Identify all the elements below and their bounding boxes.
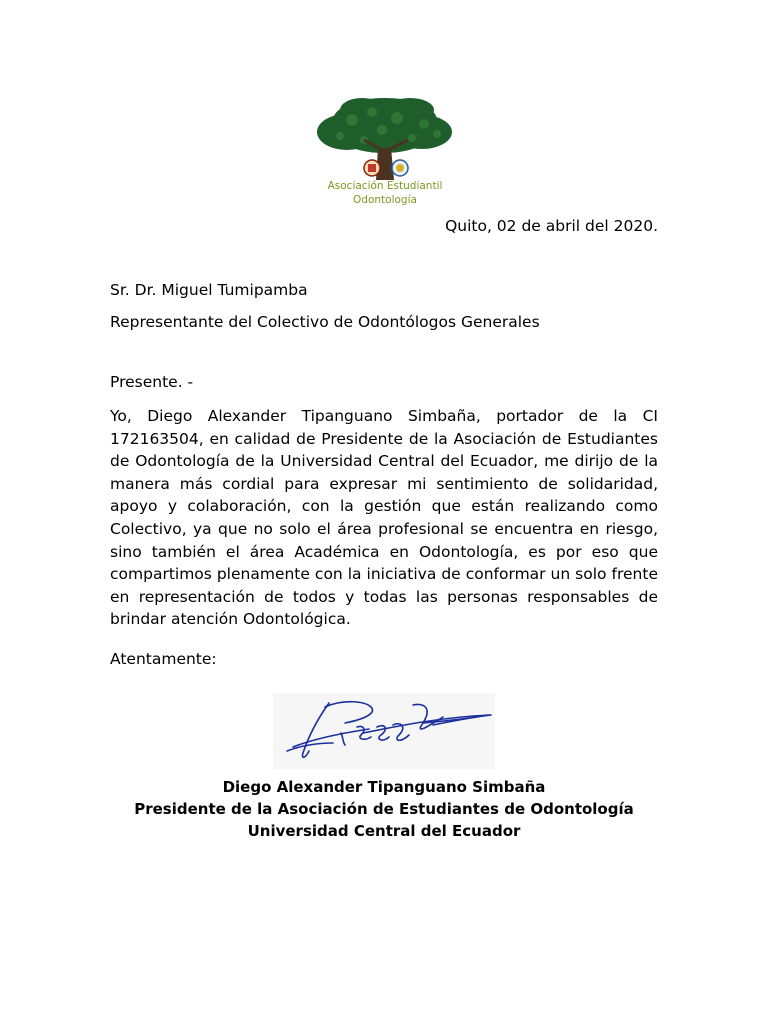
closing: Atentamente:	[110, 650, 217, 668]
recipient-name: Sr. Dr. Miguel Tumipamba	[110, 281, 308, 299]
logo-text-line2: Odontología	[353, 194, 417, 206]
signer-institution: Universidad Central del Ecuador	[247, 822, 521, 840]
association-logo	[312, 90, 458, 222]
signer-position: Presidente de la Asociación de Estudiantes de Odontología	[134, 800, 634, 818]
signer-name: Diego Alexander Tipanguano Simbaña	[222, 778, 546, 796]
logo-text-line1: Asociación Estudiantil	[327, 180, 443, 192]
recipient-title: Representante del Colectivo de Odontólogos Generales	[110, 313, 540, 331]
letter-body: Yo, Diego Alexander Tipanguano Simbaña, portador de la CI 172163504, en calidad de Presidente de la Asociación de Estudiantes de Odontología de la Universidad Central del Ecuador, me dirijo de la manera más cordial para expresar mi sentimiento de solidaridad, apoyo y colaboración, con la gestión que están realizando como Colectivo, ya que no solo el área profesional se encuentra en riesgo, sino también el área Académica en Odontología, es por eso que compartimos plenamente con la iniciativa de conformar un solo frente en representación de todos y todas las personas responsables de brindar atención Odontológica.	[110, 407, 658, 629]
handwritten-signature	[273, 693, 495, 769]
salutation: Presente. -	[110, 373, 194, 391]
signer-block	[0, 776, 768, 842]
letter-date: Quito, 02 de abril del 2020.	[445, 217, 658, 235]
